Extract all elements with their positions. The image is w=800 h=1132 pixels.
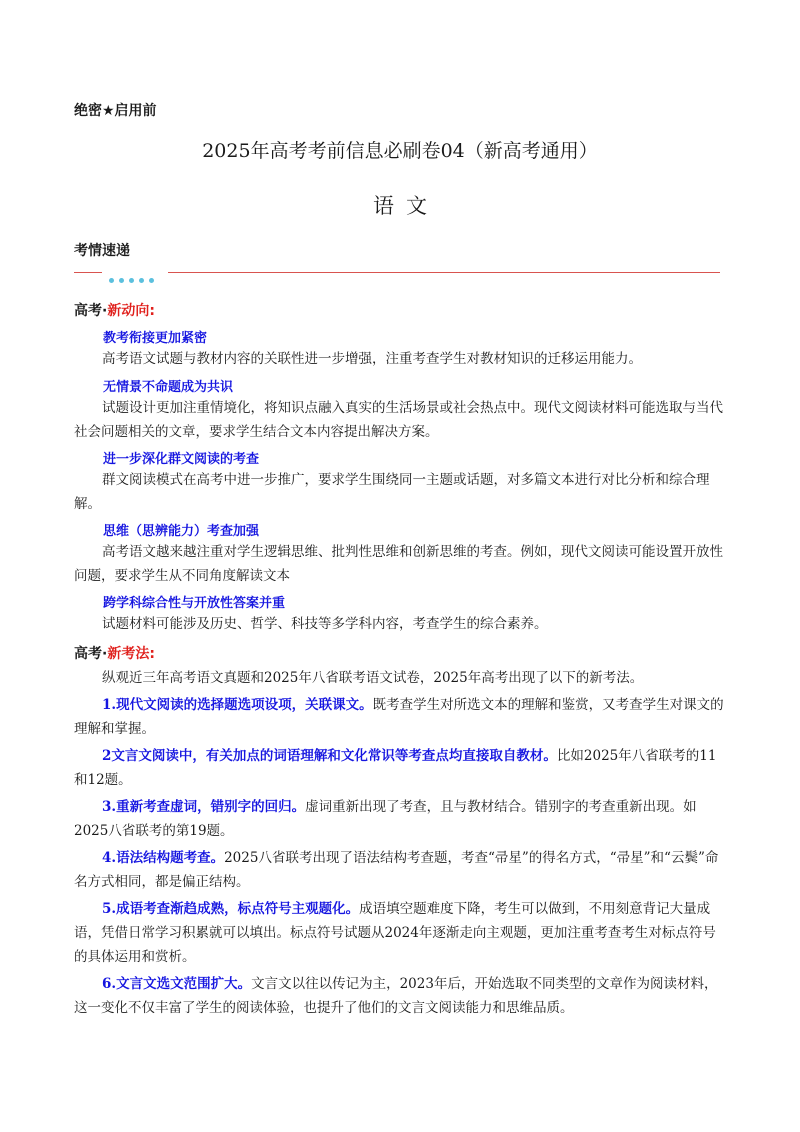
direction-text: 试题设计更加注重情境化，将知识点融入真实的生活场景或社会热点中。现代文阅读材料可能选取与当代社会问题相关的文章，要求学生结合文本内容提出解决方案。	[74, 400, 723, 440]
new-direction-label: 高考·新动向:	[74, 303, 155, 319]
method-item: 3.重新考查虚词，错别字的回归。虚词重新出现了考查，且与教材结合。错别字的考查重新出现。如2025八省联考的第19题。	[74, 799, 697, 839]
subject-title: 语文	[373, 194, 439, 218]
method-item: 2文言文阅读中，有关加点的词语理解和文化常识等考查点均直接取自教材。比如2025年八省联考的11和12题。	[74, 748, 717, 788]
divider-dots	[109, 268, 159, 287]
methods-intro: 纵观近三年高考语文真题和2025年八省联考语文试卷，2025年高考出现了以下的新考法。	[102, 670, 644, 686]
direction-text: 试题材料可能涉及历史、哲学、科技等多学科内容，考查学生的综合素养。	[102, 616, 548, 632]
direction-text: 群文阅读模式在高考中进一步推广，要求学生围绕同一主题或话题，对多篇文本进行对比分析和综合理解。	[74, 472, 710, 512]
new-methods-label: 高考·新考法:	[74, 646, 155, 662]
method-item: 4.语法结构题考查。2025八省联考出现了语法结构考查题，考查“帚星”的得名方式，“帚星”和“云鬓”命名方式相同，都是偏正结构。	[74, 850, 719, 890]
direction-heading: 教考衔接更加紧密	[103, 331, 208, 346]
section-title: 考情速递	[74, 243, 130, 259]
divider-right	[168, 272, 720, 273]
direction-heading: 思维（思辨能力）考查加强	[103, 524, 260, 539]
direction-heading: 跨学科综合性与开放性答案并重	[103, 596, 286, 611]
method-item: 1.现代文阅读的选择题选项设项，关联课文。既考查学生对所选文本的理解和鉴赏，又考查学生对课文的理解和掌握。	[74, 697, 724, 737]
method-item: 6.文言文选文范围扩大。文言文以往以传记为主，2023年后，开始选取不同类型的文章作为阅读材料，这一变化不仅丰富了学生的阅读体验，也提升了他们的文言文阅读能力和思维品质。	[74, 976, 718, 1016]
method-item: 5.成语考查渐趋成熟，标点符号主观题化。成语填空题难度下降，考生可以做到，不用刻意背记大量成语，凭借日常学习积累就可以填出。标点符号试题从2024年逐渐走向主观题，更加注重考查考生对标点符号的具体运用和赏析。	[74, 901, 716, 965]
direction-heading: 进一步深化群文阅读的考查	[103, 452, 260, 467]
exam-title: 2025年高考考前信息必刷卷04（新高考通用）	[202, 140, 598, 162]
divider-left	[74, 272, 102, 273]
direction-heading: 无情景不命题成为共识	[103, 380, 234, 395]
confidential-mark: 绝密★启用前	[74, 103, 157, 119]
direction-text: 高考语文越来越注重对学生逻辑思维、批判性思维和创新思维的考查。例如，现代文阅读可能设置开放性问题，要求学生从不同角度解读文本	[74, 544, 723, 584]
direction-text: 高考语文试题与教材内容的关联性进一步增强，注重考查学生对教材知识的迁移运用能力。	[102, 351, 642, 367]
